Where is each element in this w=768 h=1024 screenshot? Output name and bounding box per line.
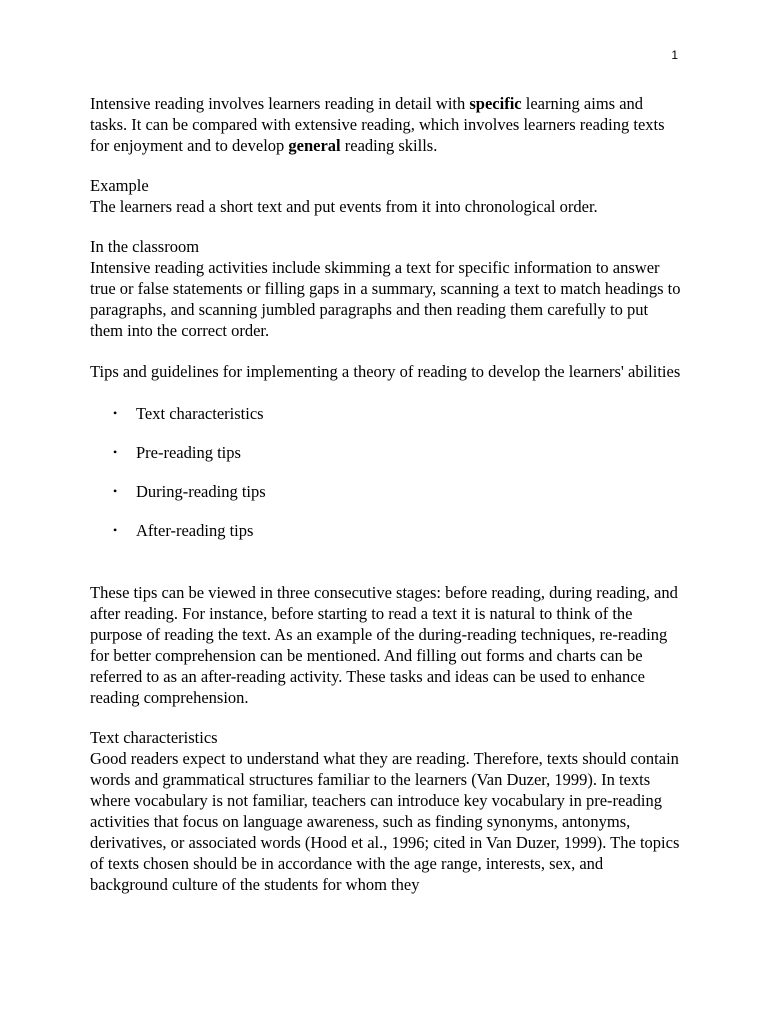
emphasis-general: general [288,136,341,155]
list-item-label: After-reading tips [136,521,254,540]
bullet-icon: • [113,445,118,459]
document-body [90,93,682,895]
page-number: 1 [671,48,678,62]
intro-text-3: reading skills. [340,136,438,155]
intro-text-2: learning aims and tasks. It can be compared with extensive reading, which involves learners reading texts for enjoyment and to develop [90,94,665,155]
example-heading: Example [90,176,149,195]
bullet-icon: • [113,523,118,537]
bullet-icon: • [113,406,118,420]
emphasis-specific: specific [469,94,522,113]
intro-text-1: Intensive reading involves learners reading in detail with [90,94,470,113]
classroom-text: Intensive reading activities include skimming a text for specific information to answer true or false statements or filling gaps in a summary, scanning a text to match headings to paragraphs, and scanning jumbled paragraphs and then reading them carefully to put them into the correct order. [90,258,681,340]
list-item-label: Text characteristics [136,404,264,423]
tips-list [90,403,682,541]
example-text: The learners read a short text and put events from it into chronological order. [90,197,598,216]
text-characteristics-text: Good readers expect to understand what they are reading. Therefore, texts should contain words and grammatical structures familiar to the learners (Van Duzer, 1999). In texts where vocabulary is not familiar, teachers can introduce key vocabulary in pre-reading activities that focus on language awareness, such as finding synonyms, antonyms, derivatives, or associated words (Hood et al., 1996; cited in Van Duzer, 1999). The topics of texts chosen should be in accordance with the age range, interests, sex, and background culture of the students for whom they [90,749,680,894]
list-item-label: During-reading tips [136,482,266,501]
list-item-label: Pre-reading tips [136,443,241,462]
stages-paragraph: These tips can be viewed in three consecutive stages: before reading, during reading, and after reading. For instance, before starting to read a text it is natural to think of the purpose of reading the text. As an example of the during-reading techniques, re-reading for better comprehension can be mentioned. And filling out forms and charts can be referred to as an after-reading activity. These tasks and ideas can be used to enhance reading comprehension. [90,583,678,707]
text-characteristics-heading: Text characteristics [90,728,218,747]
classroom-heading: In the classroom [90,237,200,256]
bullet-icon: • [113,484,118,498]
intro-paragraph [90,93,682,156]
list-item [90,442,682,463]
list-item [90,403,682,424]
list-item [90,481,682,502]
list-item [90,520,682,541]
tips-intro: Tips and guidelines for implementing a theory of reading to develop the learners' abilities [90,362,681,381]
